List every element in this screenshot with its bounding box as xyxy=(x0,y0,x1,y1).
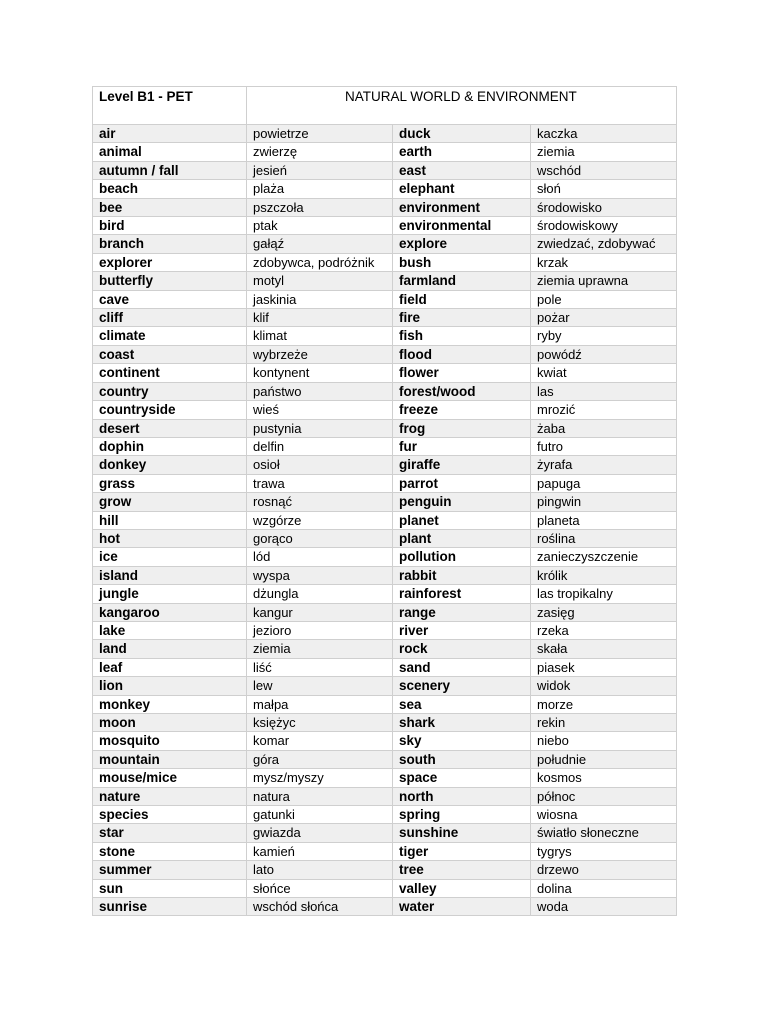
polish-translation: plaża xyxy=(247,180,393,198)
table-row xyxy=(93,198,677,216)
english-word: flood xyxy=(393,345,531,363)
english-word: mouse/mice xyxy=(93,769,247,787)
table-row xyxy=(93,603,677,621)
polish-translation: mrozić xyxy=(531,401,677,419)
english-word: ice xyxy=(93,548,247,566)
polish-translation: delfin xyxy=(247,437,393,455)
english-word: sky xyxy=(393,732,531,750)
polish-translation: komar xyxy=(247,732,393,750)
english-word: desert xyxy=(93,419,247,437)
polish-translation: jaskinia xyxy=(247,290,393,308)
english-word: fire xyxy=(393,309,531,327)
table-row xyxy=(93,898,677,916)
polish-translation: planeta xyxy=(531,511,677,529)
polish-translation: futro xyxy=(531,437,677,455)
english-word: country xyxy=(93,382,247,400)
table-row xyxy=(93,125,677,143)
table-row xyxy=(93,879,677,897)
vocabulary-table xyxy=(92,86,677,916)
english-word: summer xyxy=(93,861,247,879)
english-word: mosquito xyxy=(93,732,247,750)
english-word: fur xyxy=(393,437,531,455)
table-row xyxy=(93,493,677,511)
polish-translation: lód xyxy=(247,548,393,566)
english-word: bush xyxy=(393,253,531,271)
polish-translation: wschód xyxy=(531,161,677,179)
english-word: bee xyxy=(93,198,247,216)
polish-translation: widok xyxy=(531,677,677,695)
english-word: branch xyxy=(93,235,247,253)
table-row xyxy=(93,401,677,419)
table-row xyxy=(93,456,677,474)
english-word: sea xyxy=(393,695,531,713)
english-word: environmental xyxy=(393,217,531,235)
table-row xyxy=(93,677,677,695)
table-row xyxy=(93,842,677,860)
english-word: grass xyxy=(93,474,247,492)
table-row xyxy=(93,309,677,327)
english-word: hot xyxy=(93,529,247,547)
table-row xyxy=(93,640,677,658)
table-row xyxy=(93,437,677,455)
english-word: rabbit xyxy=(393,566,531,584)
polish-translation: jezioro xyxy=(247,621,393,639)
polish-translation: dżungla xyxy=(247,585,393,603)
polish-translation: mysz/myszy xyxy=(247,769,393,787)
polish-translation: środowiskowy xyxy=(531,217,677,235)
english-word: species xyxy=(93,806,247,824)
polish-translation: jesień xyxy=(247,161,393,179)
polish-translation: południe xyxy=(531,750,677,768)
polish-translation: ptak xyxy=(247,217,393,235)
polish-translation: niebo xyxy=(531,732,677,750)
table-row xyxy=(93,566,677,584)
table-row xyxy=(93,714,677,732)
english-word: water xyxy=(393,898,531,916)
english-word: environment xyxy=(393,198,531,216)
table-row xyxy=(93,824,677,842)
english-word: continent xyxy=(93,364,247,382)
english-word: bird xyxy=(93,217,247,235)
english-word: river xyxy=(393,621,531,639)
english-word: dophin xyxy=(93,437,247,455)
english-word: flower xyxy=(393,364,531,382)
polish-translation: natura xyxy=(247,787,393,805)
polish-translation: ryby xyxy=(531,327,677,345)
english-word: autumn / fall xyxy=(93,161,247,179)
polish-translation: rekin xyxy=(531,714,677,732)
english-word: sunrise xyxy=(93,898,247,916)
english-word: island xyxy=(93,566,247,584)
table-row xyxy=(93,548,677,566)
english-word: countryside xyxy=(93,401,247,419)
polish-translation: państwo xyxy=(247,382,393,400)
table-row xyxy=(93,272,677,290)
polish-translation: pustynia xyxy=(247,419,393,437)
english-word: coast xyxy=(93,345,247,363)
english-word: rock xyxy=(393,640,531,658)
table-row xyxy=(93,290,677,308)
polish-translation: kwiat xyxy=(531,364,677,382)
english-word: monkey xyxy=(93,695,247,713)
table-row xyxy=(93,732,677,750)
polish-translation: lato xyxy=(247,861,393,879)
english-word: air xyxy=(93,125,247,143)
polish-translation: pingwin xyxy=(531,493,677,511)
english-word: hill xyxy=(93,511,247,529)
polish-translation: góra xyxy=(247,750,393,768)
english-word: freeze xyxy=(393,401,531,419)
english-word: stone xyxy=(93,842,247,860)
polish-translation: kaczka xyxy=(531,125,677,143)
english-word: grow xyxy=(93,493,247,511)
english-word: explorer xyxy=(93,253,247,271)
table-row xyxy=(93,143,677,161)
polish-translation: piasek xyxy=(531,658,677,676)
polish-translation: wzgórze xyxy=(247,511,393,529)
polish-translation: powietrze xyxy=(247,125,393,143)
english-word: penguin xyxy=(393,493,531,511)
polish-translation: trawa xyxy=(247,474,393,492)
table-row xyxy=(93,511,677,529)
polish-translation: woda xyxy=(531,898,677,916)
polish-translation: drzewo xyxy=(531,861,677,879)
polish-translation: wyspa xyxy=(247,566,393,584)
english-word: lion xyxy=(93,677,247,695)
english-word: mountain xyxy=(93,750,247,768)
polish-translation: kangur xyxy=(247,603,393,621)
table-row xyxy=(93,253,677,271)
english-word: donkey xyxy=(93,456,247,474)
table-row xyxy=(93,787,677,805)
polish-translation: pożar xyxy=(531,309,677,327)
polish-translation: żaba xyxy=(531,419,677,437)
english-word: sand xyxy=(393,658,531,676)
english-word: rainforest xyxy=(393,585,531,603)
polish-translation: gwiazda xyxy=(247,824,393,842)
polish-translation: światło słoneczne xyxy=(531,824,677,842)
vocabulary-rows xyxy=(93,125,677,916)
english-word: star xyxy=(93,824,247,842)
table-row xyxy=(93,345,677,363)
polish-translation: pole xyxy=(531,290,677,308)
english-word: field xyxy=(393,290,531,308)
polish-translation: morze xyxy=(531,695,677,713)
polish-translation: krzak xyxy=(531,253,677,271)
table-row xyxy=(93,180,677,198)
english-word: cave xyxy=(93,290,247,308)
polish-translation: liść xyxy=(247,658,393,676)
english-word: shark xyxy=(393,714,531,732)
english-word: tiger xyxy=(393,842,531,860)
polish-translation: małpa xyxy=(247,695,393,713)
english-word: climate xyxy=(93,327,247,345)
polish-translation: środowisko xyxy=(531,198,677,216)
table-row xyxy=(93,750,677,768)
polish-translation: las tropikalny xyxy=(531,585,677,603)
polish-translation: wybrzeże xyxy=(247,345,393,363)
english-word: tree xyxy=(393,861,531,879)
english-word: lake xyxy=(93,621,247,639)
polish-translation: klimat xyxy=(247,327,393,345)
polish-translation: zwierzę xyxy=(247,143,393,161)
polish-translation: zasięg xyxy=(531,603,677,621)
polish-translation: gorąco xyxy=(247,529,393,547)
table-row xyxy=(93,161,677,179)
polish-translation: wiosna xyxy=(531,806,677,824)
level-label: Level B1 - PET xyxy=(93,87,247,125)
english-word: giraffe xyxy=(393,456,531,474)
english-word: south xyxy=(393,750,531,768)
polish-translation: powódź xyxy=(531,345,677,363)
english-word: land xyxy=(93,640,247,658)
polish-translation: słoń xyxy=(531,180,677,198)
table-row xyxy=(93,658,677,676)
table-row xyxy=(93,806,677,824)
polish-translation: klif xyxy=(247,309,393,327)
polish-translation: zdobywca, podróżnik xyxy=(247,253,393,271)
polish-translation: północ xyxy=(531,787,677,805)
table-row xyxy=(93,621,677,639)
table-row xyxy=(93,327,677,345)
polish-translation: wieś xyxy=(247,401,393,419)
polish-translation: kamień xyxy=(247,842,393,860)
polish-translation: zanieczyszczenie xyxy=(531,548,677,566)
table-row xyxy=(93,217,677,235)
polish-translation: zwiedzać, zdobywać xyxy=(531,235,677,253)
english-word: parrot xyxy=(393,474,531,492)
polish-translation: gałąź xyxy=(247,235,393,253)
polish-translation: żyrafa xyxy=(531,456,677,474)
english-word: scenery xyxy=(393,677,531,695)
polish-translation: las xyxy=(531,382,677,400)
english-word: jungle xyxy=(93,585,247,603)
polish-translation: tygrys xyxy=(531,842,677,860)
table-row xyxy=(93,585,677,603)
english-word: farmland xyxy=(393,272,531,290)
polish-translation: kosmos xyxy=(531,769,677,787)
polish-translation: skała xyxy=(531,640,677,658)
polish-translation: kontynent xyxy=(247,364,393,382)
table-row xyxy=(93,529,677,547)
polish-translation: osioł xyxy=(247,456,393,474)
english-word: range xyxy=(393,603,531,621)
english-word: kangaroo xyxy=(93,603,247,621)
english-word: leaf xyxy=(93,658,247,676)
english-word: spring xyxy=(393,806,531,824)
polish-translation: królik xyxy=(531,566,677,584)
polish-translation: rosnąć xyxy=(247,493,393,511)
polish-translation: roślina xyxy=(531,529,677,547)
english-word: planet xyxy=(393,511,531,529)
english-word: sunshine xyxy=(393,824,531,842)
english-word: frog xyxy=(393,419,531,437)
english-word: duck xyxy=(393,125,531,143)
english-word: butterfly xyxy=(93,272,247,290)
english-word: cliff xyxy=(93,309,247,327)
english-word: forest/wood xyxy=(393,382,531,400)
polish-translation: ziemia xyxy=(247,640,393,658)
polish-translation: ziemia uprawna xyxy=(531,272,677,290)
english-word: space xyxy=(393,769,531,787)
table-row xyxy=(93,235,677,253)
polish-translation: słońce xyxy=(247,879,393,897)
english-word: valley xyxy=(393,879,531,897)
table-header-row xyxy=(93,87,677,125)
page-title: NATURAL WORLD & ENVIRONMENT xyxy=(247,87,677,125)
english-word: plant xyxy=(393,529,531,547)
table-row xyxy=(93,861,677,879)
table-row xyxy=(93,695,677,713)
polish-translation: księżyc xyxy=(247,714,393,732)
polish-translation: dolina xyxy=(531,879,677,897)
table-row xyxy=(93,382,677,400)
table-row xyxy=(93,419,677,437)
english-word: earth xyxy=(393,143,531,161)
polish-translation: ziemia xyxy=(531,143,677,161)
polish-translation: motyl xyxy=(247,272,393,290)
english-word: fish xyxy=(393,327,531,345)
table-row xyxy=(93,769,677,787)
english-word: explore xyxy=(393,235,531,253)
english-word: nature xyxy=(93,787,247,805)
polish-translation: lew xyxy=(247,677,393,695)
table-row xyxy=(93,364,677,382)
english-word: elephant xyxy=(393,180,531,198)
english-word: beach xyxy=(93,180,247,198)
english-word: sun xyxy=(93,879,247,897)
english-word: moon xyxy=(93,714,247,732)
english-word: animal xyxy=(93,143,247,161)
english-word: east xyxy=(393,161,531,179)
english-word: north xyxy=(393,787,531,805)
english-word: pollution xyxy=(393,548,531,566)
polish-translation: rzeka xyxy=(531,621,677,639)
polish-translation: gatunki xyxy=(247,806,393,824)
polish-translation: pszczoła xyxy=(247,198,393,216)
polish-translation: wschód słońca xyxy=(247,898,393,916)
table-row xyxy=(93,474,677,492)
polish-translation: papuga xyxy=(531,474,677,492)
